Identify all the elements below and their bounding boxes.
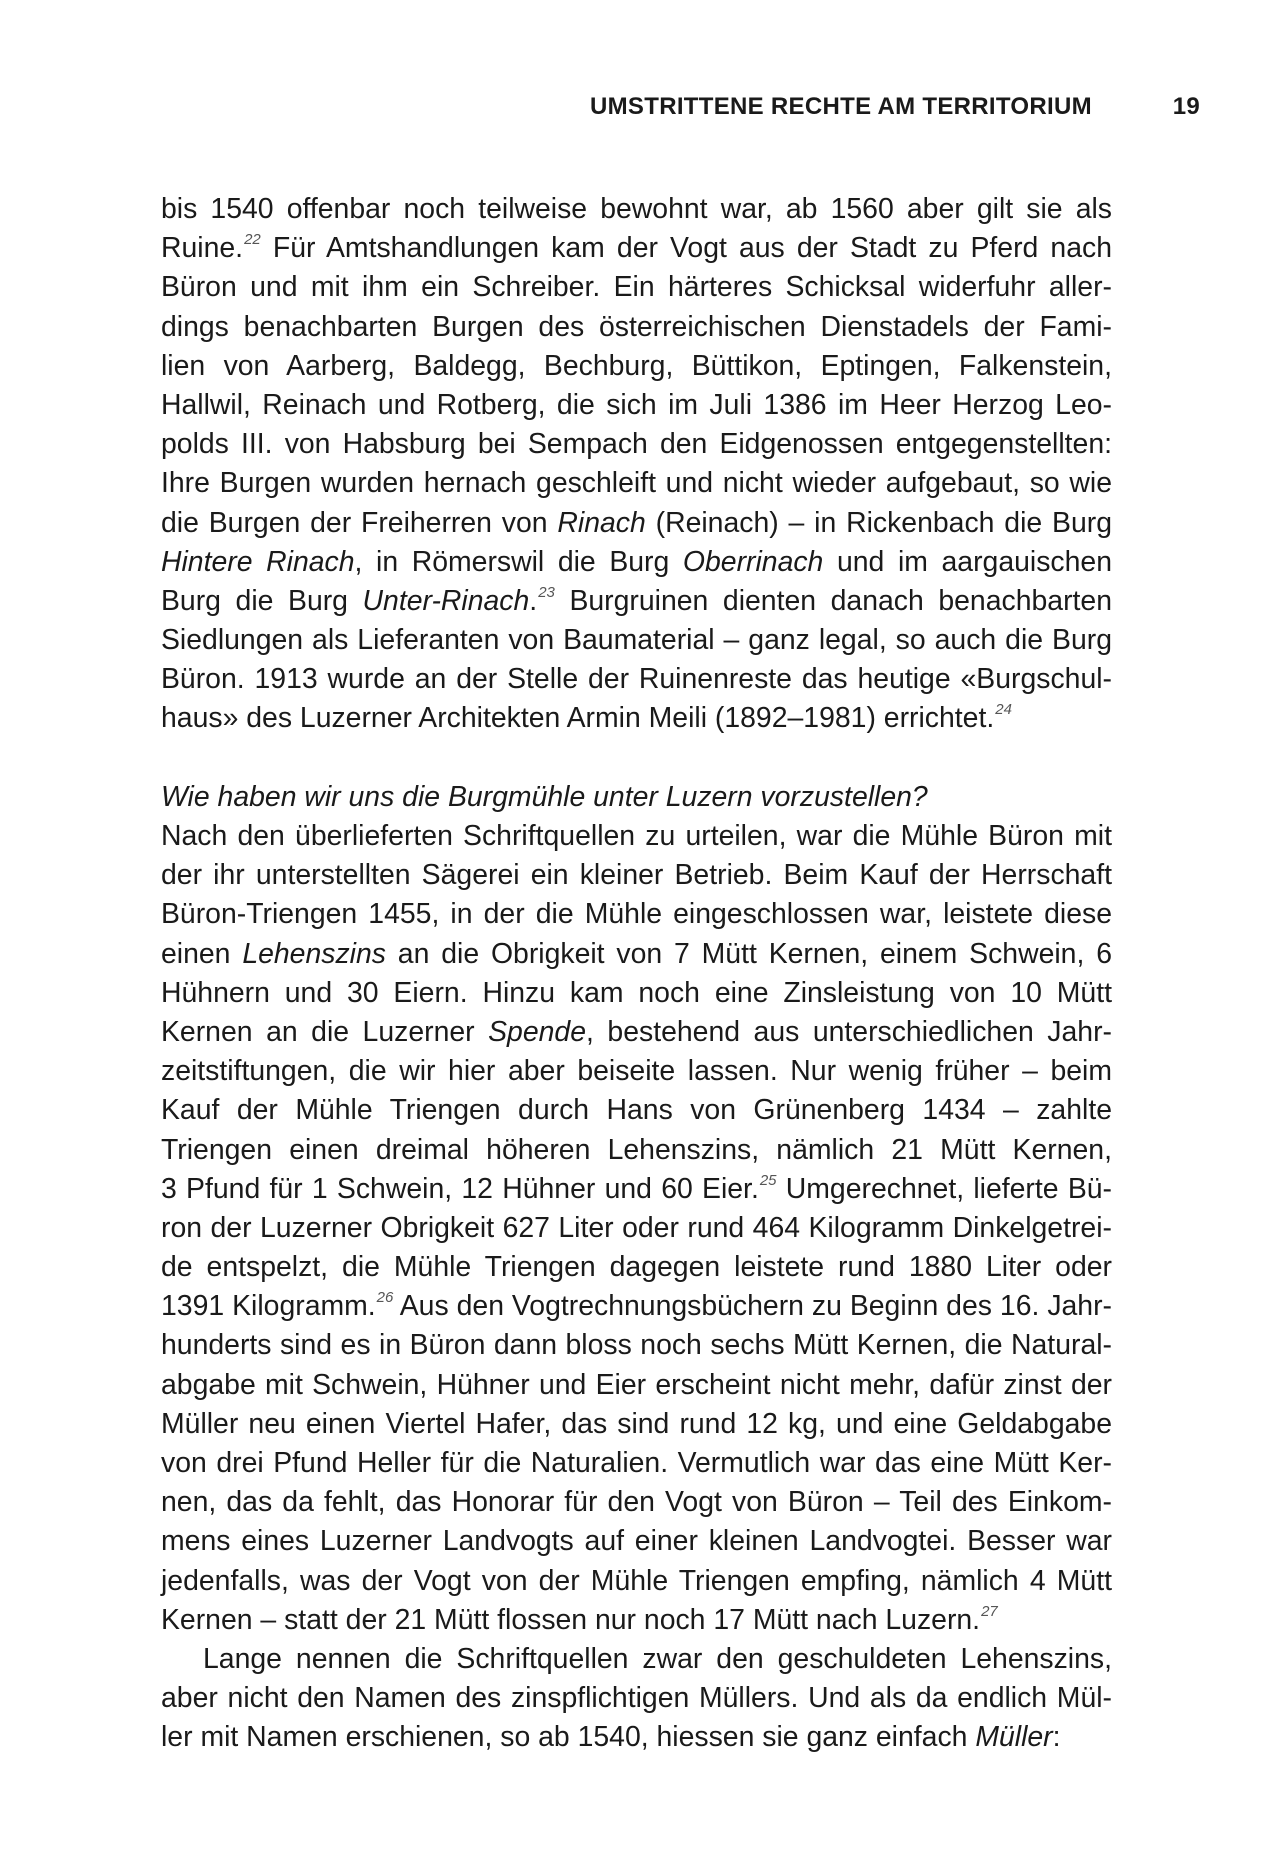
text-line: bis 1540 offenbar noch teilweise bewohnt war, ab 1560 aber gilt sie als — [161, 193, 1112, 225]
text-line: ler mit Namen erschienen, so ab 1540, hiessen sie ganz einfach Müller: — [161, 1721, 1061, 1754]
text-line: dings benachbarten Burgen des österreichischen Dienstadels der Fami- — [161, 310, 1112, 343]
text-line: haus» des Luzerner Architekten Armin Meili (1892–1981) errichtet.$^{24}$ — [161, 701, 1012, 735]
text-line: Triengen einen dreimal höheren Lehenszins, nämlich 21 Mütt Kernen, — [161, 1133, 1112, 1166]
text-line: Büron. 1913 wurde an der Stelle der Ruinenreste das heutige «Burgschul- — [161, 663, 1112, 696]
footnote-ref[interactable]: 26 — [376, 1289, 394, 1307]
footnote-ref[interactable]: 22 — [244, 231, 261, 249]
text-line: Kernen – statt der 21 Mütt flossen nur noch 17 Mütt nach Luzern.$^{27}$ — [161, 1602, 998, 1636]
text-line: Siedlungen als Lieferanten von Baumaterial – ganz legal, so auch die Burg — [161, 624, 1112, 657]
text-line: abgabe mit Schwein, Hühner und Eier erscheint nicht mehr, dafür zinst der — [161, 1368, 1112, 1401]
page-number: 19 — [1172, 93, 1200, 120]
text-line: Hintere Rinach, in Römerswil die Burg Oberrinach und im aargauischen — [161, 545, 1112, 578]
text-line: 3 Pfund für 1 Schwein, 12 Hühner und 60 Eier.$^{25}$ Umgerechnet, lieferte Bü- — [161, 1171, 1113, 1205]
text-line: zeitstiftungen, die wir hier aber beiseite lassen. Nur wenig früher – beim — [161, 1055, 1112, 1088]
text-line: ron der Luzerner Obrigkeit 627 Liter oder rund 464 Kilogramm Dinkelgetrei- — [161, 1211, 1112, 1244]
text-line: die Burgen der Freiherren von Rinach (Reinach) – in Rickenbach die Burg — [161, 506, 1112, 539]
text-line: der ihr unterstellten Sägerei ein kleiner Betrieb. Beim Kauf der Herrschaft — [161, 859, 1112, 892]
text-line: mens eines Luzerner Landvogts auf einer kleinen Landvogtei. Besser war — [161, 1525, 1112, 1558]
footnote-ref[interactable]: 24 — [995, 701, 1012, 719]
text-line: de entspelzt, die Mühle Triengen dagegen leistete rund 1880 Liter oder — [161, 1251, 1112, 1284]
text-line: Ihre Burgen wurden hernach geschleift und nicht wieder aufgebaut, so wie — [161, 467, 1112, 500]
text-line: 1391 Kilogramm.$^{26}$ Aus den Vogtrechnungsbüchern zu Beginn des 16. Jahr- — [161, 1289, 1112, 1323]
paragraph-2 — [161, 817, 1112, 1640]
text-line: Lange nennen die Schriftquellen zwar den geschuldeten Lehenszins, — [203, 1642, 1112, 1675]
text-line: jedenfalls, was der Vogt von der Mühle Triengen empfing, nämlich 4 Mütt — [161, 1564, 1112, 1597]
text-line: Ruine.$^{22}$ Für Amtshandlungen kam der Vogt aus der Stadt zu Pferd nach — [161, 231, 1112, 265]
running-title: UMSTRITTENE RECHTE AM TERRITORIUM — [590, 93, 1092, 120]
text-line: Müller neu einen Viertel Hafer, das sind rund 12 kg, und eine Geldabgabe — [161, 1407, 1112, 1440]
paragraph-3 — [161, 1640, 1112, 1758]
text-line: Kernen an die Luzerner Spende, bestehend aus unterschiedlichen Jahr- — [161, 1015, 1112, 1048]
text-line: polds III. von Habsburg bei Sempach den Eidgenossen entgegenstellten: — [161, 428, 1112, 461]
text-line: lien von Aarberg, Baldegg, Bechburg, Büttikon, Eptingen, Falkenstein, — [161, 349, 1112, 382]
text-line: Hühnern und 30 Eiern. Hinzu kam noch eine Zinsleistung von 10 Mütt — [161, 976, 1112, 1009]
footnote-ref[interactable]: 25 — [759, 1171, 777, 1189]
text-line: Hallwil, Reinach und Rotberg, die sich im Juli 1386 im Heer Herzog Leo- — [161, 388, 1112, 421]
running-head — [590, 93, 1200, 121]
text-line: Burg die Burg Unter-Rinach.$^{23}$ Burgruinen dienten danach benachbarten — [161, 583, 1112, 617]
text-line: Büron und mit ihm ein Schreiber. Ein härteres Schicksal widerfuhr aller- — [161, 271, 1112, 304]
body-text — [161, 190, 1112, 1758]
footnote-ref[interactable]: 23 — [538, 583, 555, 601]
text-line: Kauf der Mühle Triengen durch Hans von Grünenberg 1434 – zahlte — [161, 1094, 1112, 1127]
text-line: aber nicht den Namen des zinspflichtigen Müllers. Und als da endlich Mül- — [161, 1682, 1112, 1715]
footnote-ref[interactable]: 27 — [981, 1602, 998, 1620]
text-line: einen Lehenszins an die Obrigkeit von 7 Mütt Kernen, einem Schwein, 6 — [161, 937, 1112, 970]
text-line: hunderts sind es in Büron dann bloss noch sechs Mütt Kernen, die Natural- — [161, 1329, 1112, 1362]
section-heading: Wie haben wir uns die Burgmühle unter Luzern vorzustellen? — [161, 780, 928, 813]
text-line: nen, das da fehlt, das Honorar für den Vogt von Büron – Teil des Einkom- — [161, 1486, 1112, 1519]
text-line: Büron-Triengen 1455, in der die Mühle eingeschlossen war, leistete diese — [161, 898, 1112, 931]
text-line: von drei Pfund Heller für die Naturalien. Vermutlich war das eine Mütt Ker- — [161, 1447, 1112, 1479]
paragraph-1 — [161, 190, 1112, 739]
text-line: Nach den überlieferten Schriftquellen zu urteilen, war die Mühle Büron mit — [161, 820, 1112, 852]
